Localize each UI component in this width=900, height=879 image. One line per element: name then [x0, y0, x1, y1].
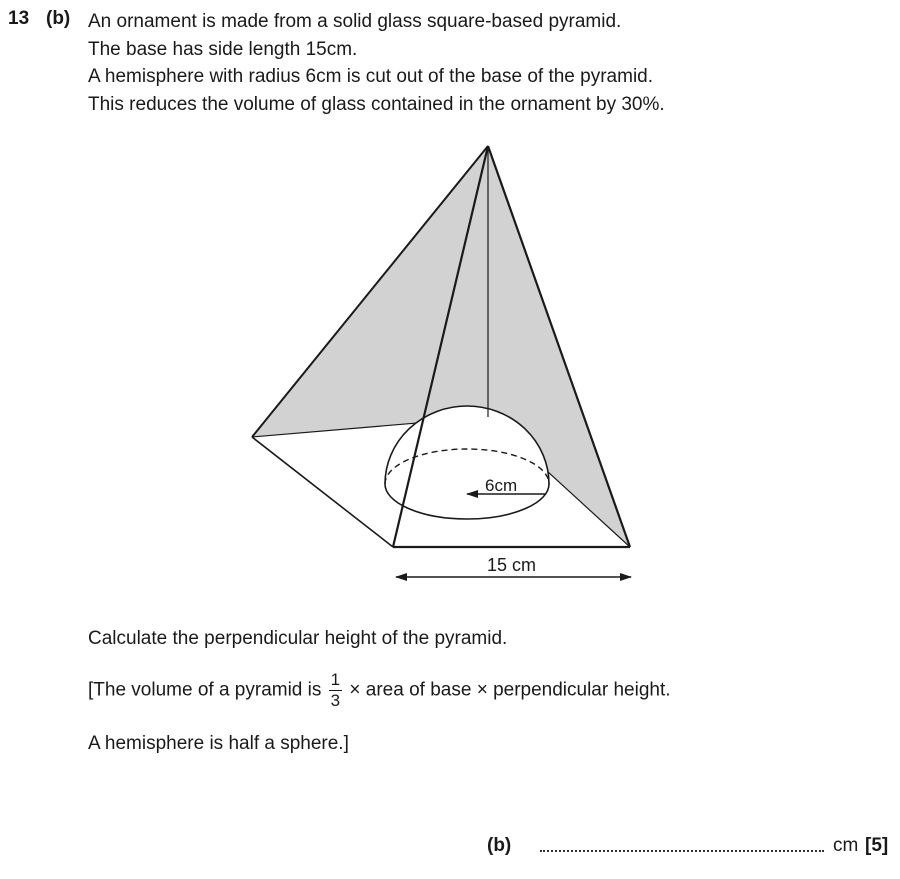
fraction-denominator: 3: [330, 691, 341, 710]
task-instruction: Calculate the perpendicular height of the pyramid.: [88, 628, 508, 649]
pyramid-base-left-edge: [252, 437, 393, 547]
formula-prefix: [The volume of a pyramid is: [88, 679, 322, 701]
intro-line-2: The base has side length 15cm.: [88, 38, 358, 60]
fraction-numerator: 1: [330, 670, 341, 689]
answer-unit: cm: [833, 835, 859, 856]
formula-line: [88, 670, 671, 711]
intro-line-4: This reduces the volume of glass contained in the ornament by 30%.: [88, 93, 665, 115]
base-length-label: 15 cm: [487, 555, 537, 575]
formula-suffix: × area of base × perpendicular height.: [349, 679, 671, 701]
one-third-fraction: [329, 670, 342, 711]
hemisphere-note: A hemisphere is half a sphere.]: [88, 733, 349, 754]
intro-line-1: An ornament is made from a solid glass square-based pyramid.: [88, 11, 622, 32]
radius-label: 6cm: [485, 476, 518, 495]
answer-line[interactable]: [540, 850, 824, 852]
answer-part-label: (b): [487, 835, 512, 856]
marks-label: [5]: [865, 835, 889, 856]
question-number: 13: [8, 8, 30, 29]
hemisphere-base-front: [385, 484, 549, 519]
intro-line-3: A hemisphere with radius 6cm is cut out of the base of the pyramid.: [88, 66, 654, 87]
question-part-label: (b): [46, 8, 71, 29]
